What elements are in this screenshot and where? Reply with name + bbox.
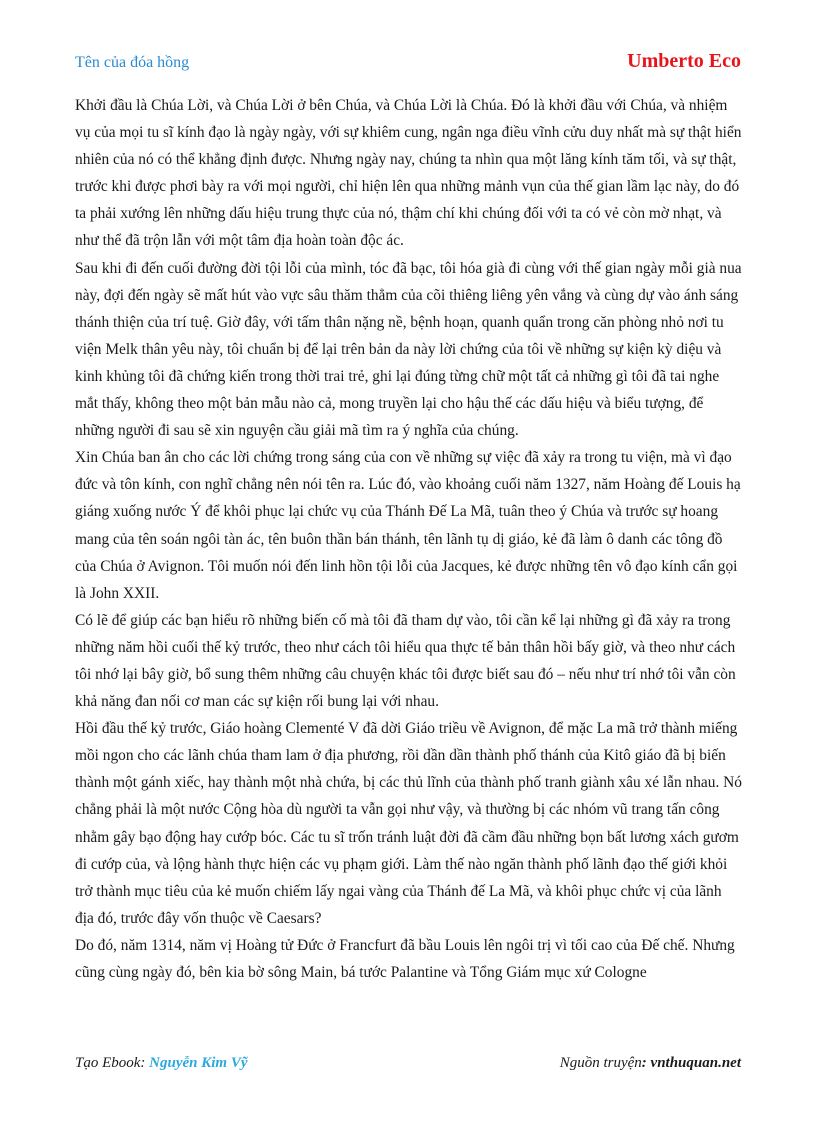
paragraph: Do đó, năm 1314, năm vị Hoàng tử Đức ở Francfurt đã bầu Louis lên ngôi trị vì tối cao của Đế chế. Nhưng cũng cùng ngày đó, bên kia bờ sông Main, bá tước Palantine và Tổng Giám mục xứ Cologne [75, 936, 735, 981]
creator-separator: : [140, 1055, 150, 1071]
source-separator: : [641, 1055, 651, 1071]
creator-name: Nguyễn Kim Vỹ [149, 1055, 248, 1071]
paragraph: Hồi đầu thế kỷ trước, Giáo hoàng Clementé V đã dời Giáo triều về Avignon, để mặc La mã trở thành miếng mồi ngon cho các lãnh chúa tham lam ở địa phương, rồi dần dần thành phố thánh của Kitô giáo đã bị biến thành một gánh xiếc, hay thành một nhà chứa, bị các thủ lĩnh của thành phố tranh giành xâu xé lẫn nhau. Nó chẳng phải là một nước Cộng hòa dù người ta vẫn gọi như vậy, và thường bị các nhóm vũ trang tấn công nhằm gây bạo động hay cướp bóc. Các tu sĩ trốn tránh luật đời đã cầm đầu những bọn bất lương xách gươm đi cướp của, và lộng hành thực hiện các vụ phạm giới. Làm thế nào ngăn thành phố lãnh đạo thế giới khỏi trở thành mục tiêu của kẻ muốn chiếm lấy ngai vàng của Thánh đế La Mã, và khôi phục chức vị của lãnh địa đó, trước đây vốn thuộc về Caesars? [75, 720, 742, 927]
source-credit [560, 1055, 741, 1072]
page-footer [75, 1055, 741, 1077]
source-label: Nguồn truyện [559, 1055, 642, 1071]
source-name: vnthuquan.net [650, 1055, 741, 1071]
paragraph: Khởi đầu là Chúa Lời, và Chúa Lời ở bên Chúa, và Chúa Lời là Chúa. Đó là khởi đầu với Chúa, và nhiệm vụ của mọi tu sĩ kính đạo là ngày ngày, với sự khiêm cung, ngân nga điều vĩnh cửu duy nhất mà sự thật hiển nhiên của nó có thể khẳng định được. Nhưng ngày nay, chúng ta nhìn qua một lăng kính tăm tối, và sự thật, trước khi được phơi bày ra với mọi người, chỉ hiện lên qua những mảnh vụn của thế gian lầm lạc này, do đó ta phải xướng lên những dấu hiệu trung thực của nó, thậm chí khi chúng đối với ta có vẻ còn mờ nhạt, và như thể đã trộn lẫn với một tâm địa hoàn toàn độc ác. [75, 97, 742, 250]
ebook-credit [75, 1055, 248, 1072]
paragraph: Sau khi đi đến cuối đường đời tội lỗi của mình, tóc đã bạc, tôi hóa già đi cùng với thế gian ngày mỗi già nua này, đợi đến ngày sẽ mất hút vào vực sâu thăm thẳm của cõi thiêng liêng yên vắng và cùng dự vào ánh sáng thánh thiện của trí tuệ. Giờ đây, với tấm thân nặng nề, bệnh hoạn, quanh quẩn trong căn phòng nhỏ nơi tu viện Melk thân yêu này, tôi chuẩn bị để lại trên bản da này lời chứng của tôi về những sự kiện kỳ diệu và kinh khủng tôi đã chứng kiến trong thời trai trẻ, ghi lại đúng từng chữ một tất cả những gì tôi đã tai nghe mắt thấy, không theo một bản mẫu nào cả, mong truyền lại cho hậu thế các dấu hiệu và biểu tượng, để những người đi sau sẽ xin nguyện cầu giải mã tìm ra ý nghĩa của chúng. [75, 259, 742, 440]
body-text [75, 92, 743, 986]
book-title: Tên của đóa hồng [75, 54, 190, 71]
paragraph: Xin Chúa ban ân cho các lời chứng trong sáng của con về những sự việc đã xảy ra trong tu viện, mà vì đạo đức và tôn kính, con nghĩ chẳng nên nói tên ra. Lúc đó, vào khoảng cuối năm 1327, năm Hoàng đế Louis hạ giáng xuống nước Ý để khôi phục lại chức vụ của Thánh Đế La Mã, tuân theo ý Chúa và trước sự hoang mang của tên soán ngôi tàn ác, tên buôn thần bán thánh, tên lãnh tụ dị giáo, kẻ đã làm ô danh các tông đồ của Chúa ở Avignon. Tôi muốn nói đến linh hồn tội lỗi của Jacques, kẻ được những tên vô đạo kính cẩn gọi là John XXII. [75, 449, 741, 602]
page-header [75, 50, 741, 76]
author-name: Umberto Eco [627, 50, 741, 72]
paragraph: Có lẽ để giúp các bạn hiểu rõ những biến cố mà tôi đã tham dự vào, tôi cần kể lại những gì đã xảy ra trong những năm hồi cuối thế kỷ trước, theo như cách tôi hiểu qua thực tế bản thân hồi bấy giờ, và theo như cách tôi nhớ lại bây giờ, bổ sung thêm những câu chuyện khác tôi được biết sau đó – nếu như trí nhớ tôi vẫn còn khả năng đan nối cơ man các sự kiện rối bung lại với nhau. [75, 611, 736, 711]
creator-label: Tạo Ebook [75, 1055, 141, 1071]
